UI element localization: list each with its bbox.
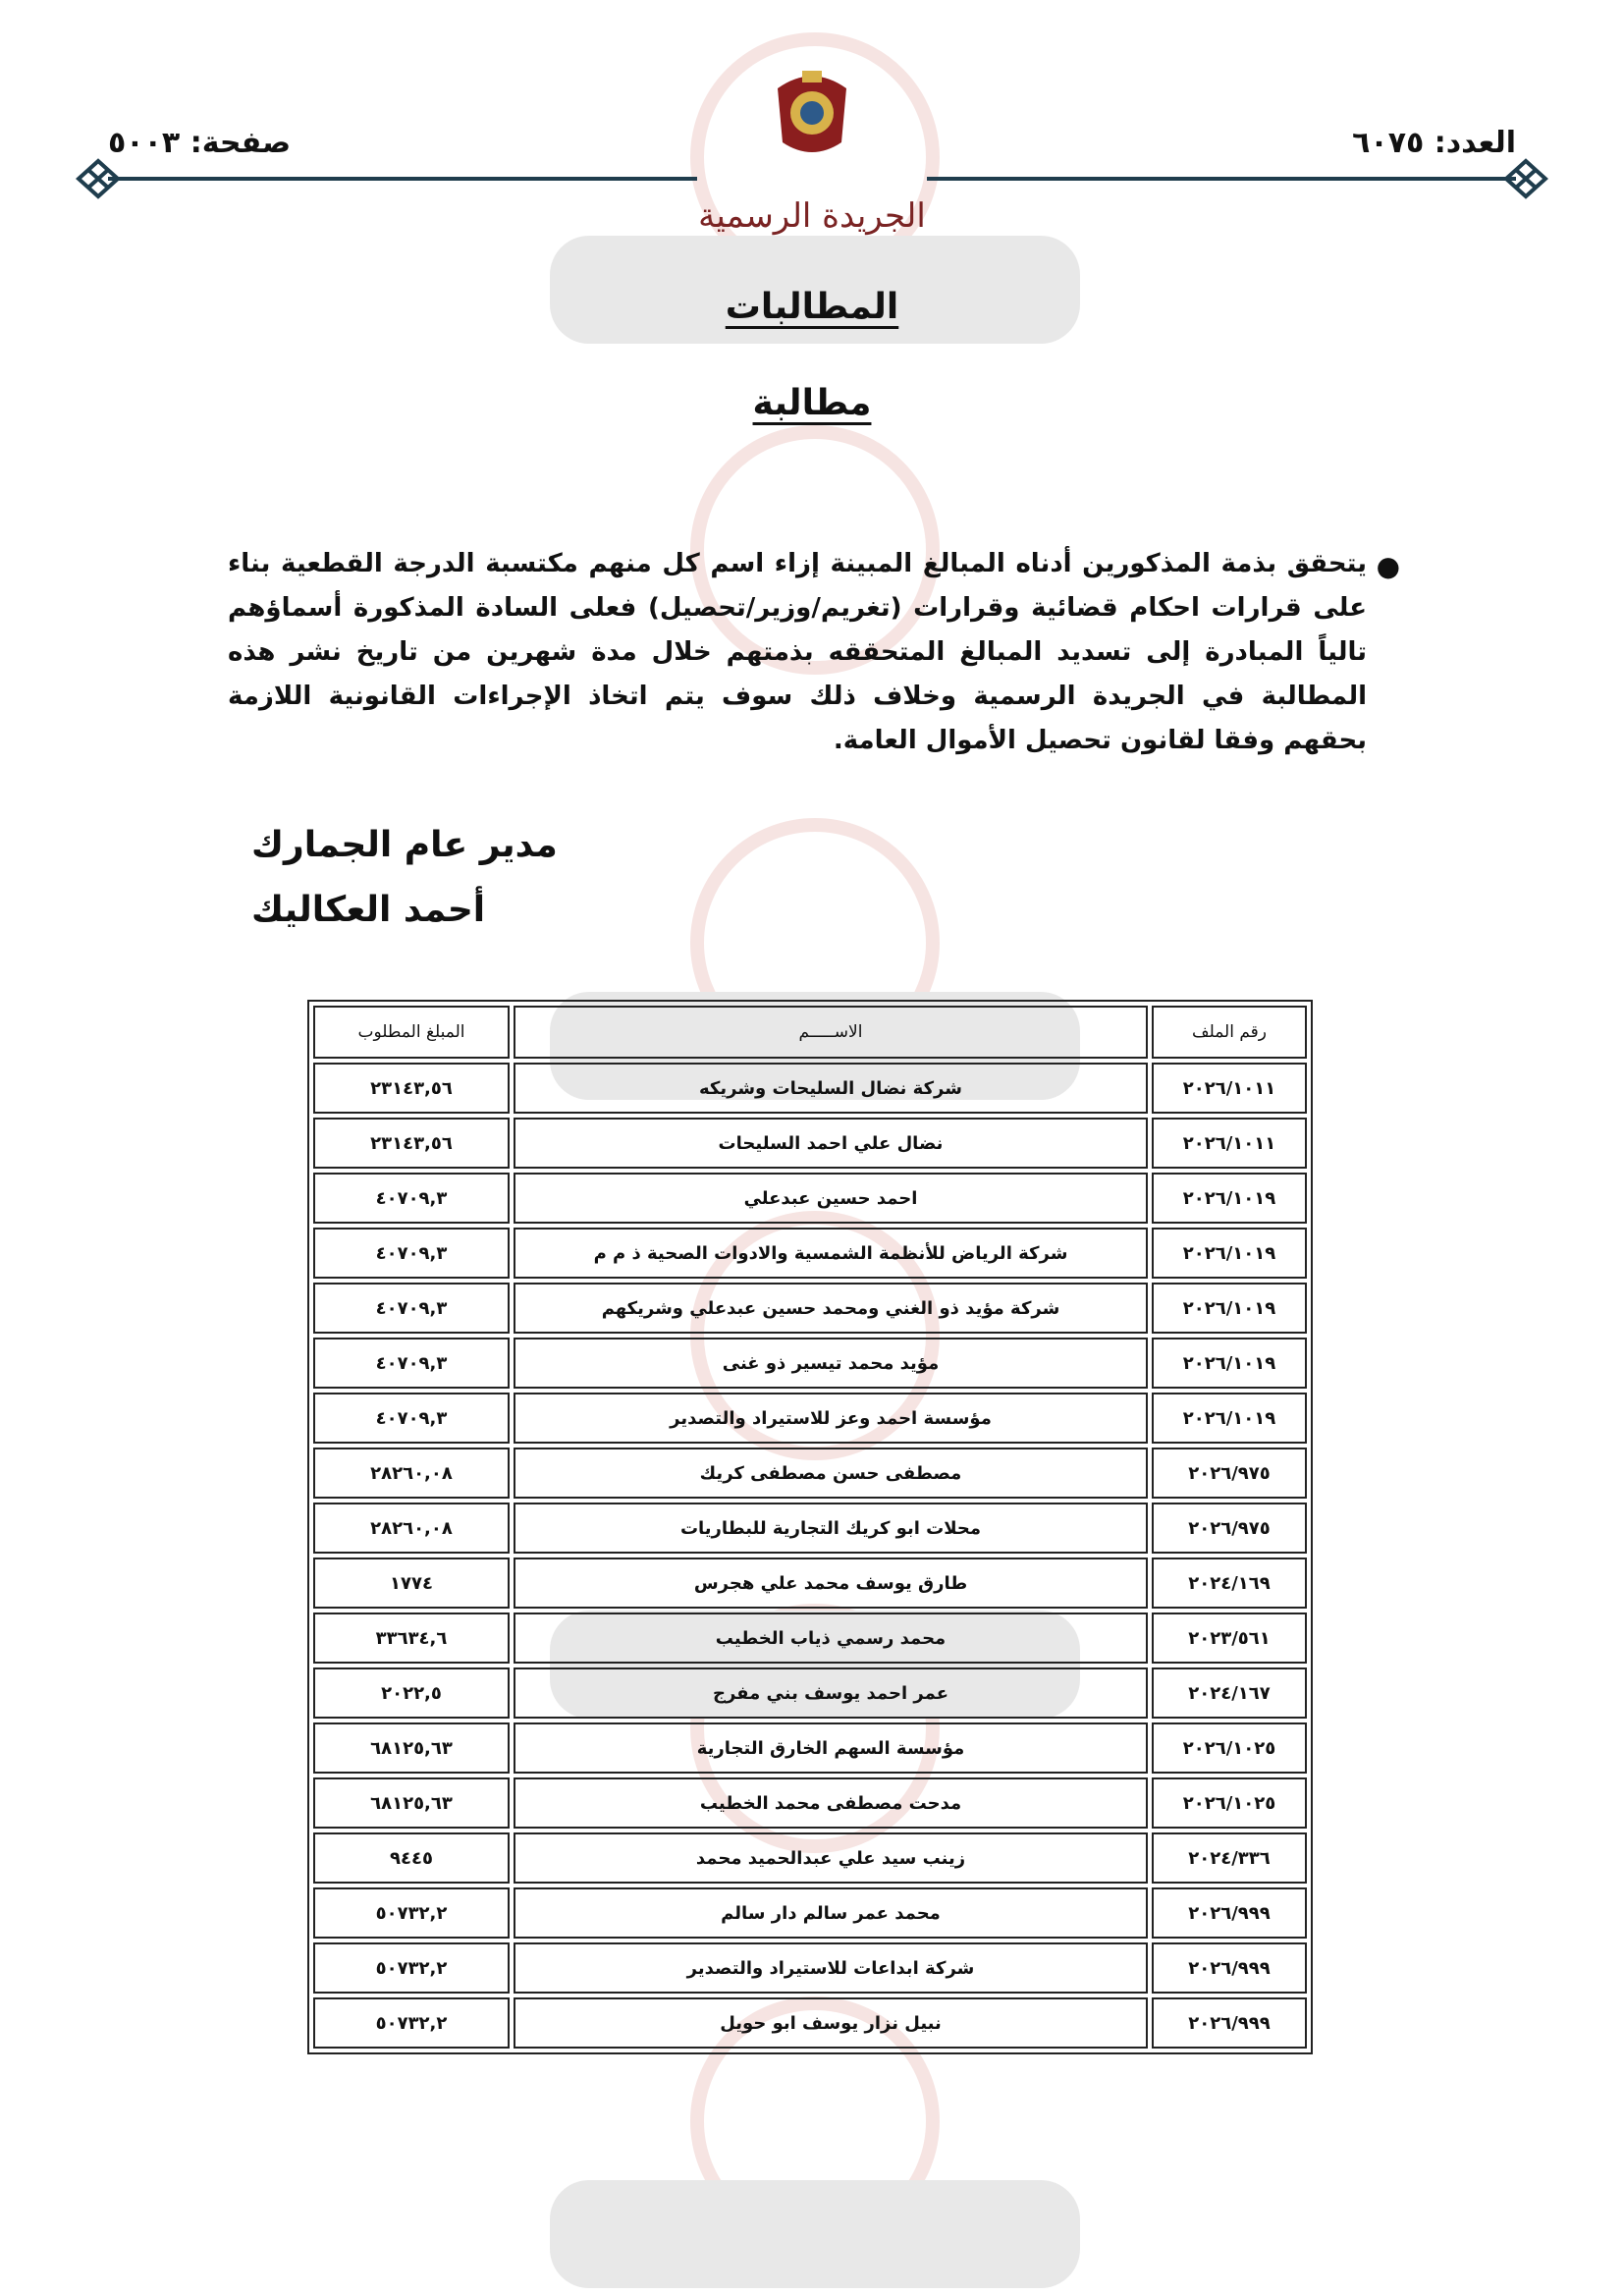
jordan-coat-of-arms-icon — [758, 59, 866, 167]
gazette-header — [0, 0, 1624, 255]
cell-name: نبيل نزار يوسف ابو حويل — [514, 1997, 1148, 2049]
table-header-row — [313, 1006, 1307, 1059]
cell-name: شركة نضال السليحات وشريكه — [514, 1063, 1148, 1114]
section-title-text: المطالبات — [725, 287, 899, 327]
table-row — [313, 1338, 1307, 1389]
table-row — [313, 1722, 1307, 1774]
cell-name: مؤيد محمد تيسير ذو غنى — [514, 1338, 1148, 1389]
cell-amount: ٥٠٧٣٢,٢ — [313, 1887, 510, 1939]
cell-name: محلات ابو كريك التجارية للبطاريات — [514, 1503, 1148, 1554]
table-row — [313, 1887, 1307, 1939]
section-subtitle-text: مطالبة — [752, 383, 872, 423]
table-row — [313, 1173, 1307, 1224]
cell-name: محمد عمر سالم دار سالم — [514, 1887, 1148, 1939]
cell-file-number: ٢٠٢٦/١٠١٩ — [1152, 1173, 1307, 1224]
cell-amount: ١٧٧٤ — [313, 1558, 510, 1609]
section-title — [0, 287, 1624, 327]
cell-name: مدحت مصطفى محمد الخطيب — [514, 1777, 1148, 1829]
cell-file-number: ٢٠٢٦/١٠١٩ — [1152, 1393, 1307, 1444]
table-row — [313, 1997, 1307, 2049]
cell-amount: ٢٠٢٢,٥ — [313, 1667, 510, 1719]
cell-file-number: ٢٠٢٣/٥٦١ — [1152, 1613, 1307, 1664]
table-row — [313, 1118, 1307, 1169]
cell-name: مصطفى حسن مصطفى كريك — [514, 1448, 1148, 1499]
cell-file-number: ٢٠٢٤/١٦٩ — [1152, 1558, 1307, 1609]
cell-file-number: ٢٠٢٦/٩٩٩ — [1152, 1997, 1307, 2049]
cell-file-number: ٢٠٢٦/٩٧٥ — [1152, 1448, 1307, 1499]
cell-amount: ٢٣١٤٣,٥٦ — [313, 1063, 510, 1114]
cell-name: زينب سيد علي عبدالحميد محمد — [514, 1832, 1148, 1884]
cell-amount: ٩٤٤٥ — [313, 1832, 510, 1884]
cell-amount: ٦٨١٢٥,٦٣ — [313, 1777, 510, 1829]
header-rule-right — [927, 177, 1516, 181]
table-row — [313, 1558, 1307, 1609]
page-number: صفحة: ٥٠٠٣ — [108, 126, 292, 160]
table-row — [313, 1503, 1307, 1554]
cell-name: عمر احمد يوسف بني مفرج — [514, 1667, 1148, 1719]
cell-amount: ٥٠٧٣٢,٢ — [313, 1942, 510, 1994]
cell-amount: ٢٣١٤٣,٥٦ — [313, 1118, 510, 1169]
signatory-name: أحمد العكاليك — [251, 890, 486, 930]
table-row — [313, 1832, 1307, 1884]
cell-file-number: ٢٠٢٦/٩٩٩ — [1152, 1887, 1307, 1939]
cell-file-number: ٢٠٢٦/١٠٢٥ — [1152, 1777, 1307, 1829]
table-row — [313, 1228, 1307, 1279]
cell-amount: ٤٠٧٠٩,٣ — [313, 1228, 510, 1279]
header-rule-left — [108, 177, 697, 181]
cell-file-number: ٢٠٢٤/١٦٧ — [1152, 1667, 1307, 1719]
cell-amount: ٥٠٧٣٢,٢ — [313, 1997, 510, 2049]
cell-file-number: ٢٠٢٦/١٠١٩ — [1152, 1228, 1307, 1279]
table-row — [313, 1667, 1307, 1719]
signatory-position: مدير عام الجمارك — [251, 825, 558, 865]
header-file-number: رقم الملف — [1152, 1006, 1307, 1059]
table-row — [313, 1393, 1307, 1444]
cell-file-number: ٢٠٢٦/١٠١١ — [1152, 1118, 1307, 1169]
gazette-title: الجريدة الرسمية — [698, 196, 926, 236]
table-row — [313, 1448, 1307, 1499]
bullet-icon: ● — [1376, 550, 1400, 582]
section-subtitle — [0, 383, 1624, 423]
cell-name: شركة الرياض للأنظمة الشمسية والادوات الصحية ذ م م — [514, 1228, 1148, 1279]
cell-file-number: ٢٠٢٦/١٠١٩ — [1152, 1283, 1307, 1334]
knot-ornament-left-icon — [75, 157, 122, 200]
header-amount: المبلغ المطلوب — [313, 1006, 510, 1059]
knot-ornament-right-icon — [1502, 157, 1549, 200]
cell-file-number: ٢٠٢٤/٣٣٦ — [1152, 1832, 1307, 1884]
table-row — [313, 1777, 1307, 1829]
cell-name: مؤسسة السهم الخارق التجارية — [514, 1722, 1148, 1774]
header-name: الاســـــم — [514, 1006, 1148, 1059]
cell-file-number: ٢٠٢٦/٩٧٥ — [1152, 1503, 1307, 1554]
cell-file-number: ٢٠٢٦/١٠١١ — [1152, 1063, 1307, 1114]
cell-amount: ٣٣٦٣٤,٦ — [313, 1613, 510, 1664]
cell-amount: ٤٠٧٠٩,٣ — [313, 1173, 510, 1224]
cell-name: مؤسسة احمد وعز للاستيراد والتصدير — [514, 1393, 1148, 1444]
cell-amount: ٤٠٧٠٩,٣ — [313, 1338, 510, 1389]
cell-amount: ٢٨٢٦٠,٠٨ — [313, 1448, 510, 1499]
cell-name: احمد حسين عبدعلي — [514, 1173, 1148, 1224]
cell-amount: ٤٠٧٠٩,٣ — [313, 1283, 510, 1334]
table-row — [313, 1942, 1307, 1994]
cell-name: شركة ابداعات للاستيراد والتصدير — [514, 1942, 1148, 1994]
table-row — [313, 1283, 1307, 1334]
issue-number: العدد: ٦٠٧٥ — [1352, 126, 1516, 160]
cell-file-number: ٢٠٢٦/١٠١٩ — [1152, 1338, 1307, 1389]
table-row — [313, 1063, 1307, 1114]
cell-file-number: ٢٠٢٦/٩٩٩ — [1152, 1942, 1307, 1994]
cell-name: محمد رسمي ذياب الخطيب — [514, 1613, 1148, 1664]
cell-file-number: ٢٠٢٦/١٠٢٥ — [1152, 1722, 1307, 1774]
cell-amount: ٢٨٢٦٠,٠٨ — [313, 1503, 510, 1554]
cell-amount: ٦٨١٢٥,٦٣ — [313, 1722, 510, 1774]
cell-name: نضال علي احمد السليحات — [514, 1118, 1148, 1169]
claims-table — [307, 1000, 1313, 2054]
claim-notice-paragraph: يتحقق بذمة المذكورين أدناه المبالغ المبينة إزاء اسم كل منهم مكتسبة الدرجة القطعية بناء على قرارات احكام قضائية وقرارات (تغريم/وزير/تحصيل) فعلى السادة المذكورة أسماؤهم تالياً المبادرة إلى تسديد المبالغ المتحققه بذمتهم خلال مدة شهرين من تاريخ نشر هذه المطالبة في الجريدة الرسمية وخلاف ذلك سوف يتم اتخاذ الإجراءات القانونية اللازمة بحقهم وفقا لقانون تحصيل الأموال العامة. — [228, 549, 1367, 755]
table-row — [313, 1613, 1307, 1664]
cell-name: طارق يوسف محمد علي هجرس — [514, 1558, 1148, 1609]
cell-name: شركة مؤيد ذو الغني ومحمد حسين عبدعلي وشريكهم — [514, 1283, 1148, 1334]
cell-amount: ٤٠٧٠٩,٣ — [313, 1393, 510, 1444]
